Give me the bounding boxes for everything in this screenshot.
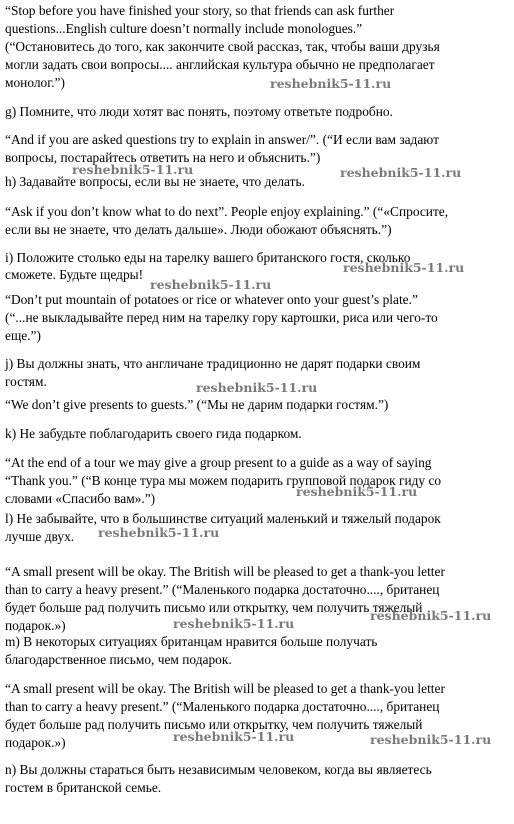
text-line: “Ask if you don’t know what to do next”. People enjoy explaining.” (“«Спросите, [5, 204, 449, 219]
text-line: “At the end of a tour we may give a group present to a guide as a way of saying [5, 455, 432, 470]
watermark-text: reshebnik5-11.ru [173, 729, 295, 744]
text-line: “And if you are asked questions try to explain in answer/”. (“И если вам задают [5, 132, 439, 147]
text-line: будет больше рад получить письмо или открытку, чем получить тяжелый [5, 717, 423, 732]
text-line: если вы не знаете, что делать дальше». Люди обожают объяснять.”) [5, 222, 392, 237]
text-line: лучше двух. [5, 529, 75, 544]
text-line: “Don’t put mountain of potatoes or rice or whatever onto your guest’s plate.” [5, 292, 418, 307]
text-line: монолог.”) [5, 75, 65, 90]
text-line: “A small present will be okay. The British will be pleased to get a thank-you letter [5, 681, 445, 696]
text-line: “Thank you.” (“В конце тура мы можем подарить групповой подарок гиду со [5, 473, 442, 488]
text-line: гостем в британской семье. [5, 780, 162, 795]
text-line: “We don’t give presents to guests.” (“Мы не дарим подарки гостям.”) [5, 397, 389, 412]
text-line: i) Положите столько еды на тарелку вашего британского гостя, сколько [5, 250, 411, 265]
watermark-text: reshebnik5-11.ru [150, 277, 272, 292]
text-line: h) Задавайте вопросы, если вы не знаете, что делать. [5, 174, 305, 189]
text-line: than to carry a heavy present.” (“Маленького подарка достаточно...., британец [5, 582, 440, 597]
text-line: вопросы, постарайтесь ответить на него и объяснить.”) [5, 150, 321, 165]
watermark-text: reshebnik5-11.ru [370, 732, 492, 747]
text-line: благодарственное письмо, чем подарок. [5, 652, 232, 667]
text-line: “A small present will be okay. The British will be pleased to get a thank-you letter [5, 564, 445, 579]
watermark-text: reshebnik5-11.ru [340, 165, 462, 180]
text-line: n) Вы должны стараться быть независимым человеком, когда вы являетесь [5, 762, 432, 777]
watermark-text: reshebnik5-11.ru [296, 484, 418, 499]
watermark-text: reshebnik5-11.ru [343, 260, 465, 275]
text-line: (“Остановитесь до того, как закончите свой рассказ, так, чтобы ваши друзья [5, 39, 440, 54]
text-line: “Stop before you have finished your story, so that friends can ask further [5, 3, 395, 18]
watermark-text: reshebnik5-11.ru [196, 380, 318, 395]
text-line: могли задать свои вопросы.... английская культура обычно не предполагает [5, 57, 435, 72]
text-line: m) В некоторых ситуациях британцам нравится больше получать [5, 634, 378, 649]
text-line: g) Помните, что люди хотят вас понять, поэтому ответьте подробно. [5, 104, 393, 119]
text-line: гостям. [5, 374, 47, 389]
text-line: сможете. Будьте щедры! [5, 267, 144, 282]
text-line: еще.”) [5, 328, 41, 343]
text-line: than to carry a heavy present.” (“Маленького подарка достаточно...., британец [5, 699, 440, 714]
text-line: l) Не забывайте, что в большинстве ситуаций маленький и тяжелый подарок [5, 511, 441, 526]
watermark-text: reshebnik5-11.ru [370, 608, 492, 623]
text-line: (“...не выкладывайте перед ним на тарелку гору картошки, риса или чего-то [5, 310, 438, 325]
text-line: подарок.») [5, 735, 66, 750]
text-line: будет больше рад получить письмо или открытку, чем получить тяжелый [5, 600, 423, 615]
text-line: подарок.») [5, 618, 66, 633]
watermark-text: reshebnik5-11.ru [270, 76, 392, 91]
watermark-text: reshebnik5-11.ru [72, 162, 194, 177]
text-line: k) Не забудьте поблагодарить своего гида подарком. [5, 426, 302, 441]
watermark-text: reshebnik5-11.ru [173, 616, 295, 631]
watermark-text: reshebnik5-11.ru [98, 525, 220, 540]
text-line: questions...English culture doesn’t normally include monologues.” [5, 21, 363, 36]
text-line: j) Вы должны знать, что англичане традиционно не дарят подарки своим [5, 356, 421, 371]
text-line: словами «Спасибо вам».”) [5, 491, 156, 506]
